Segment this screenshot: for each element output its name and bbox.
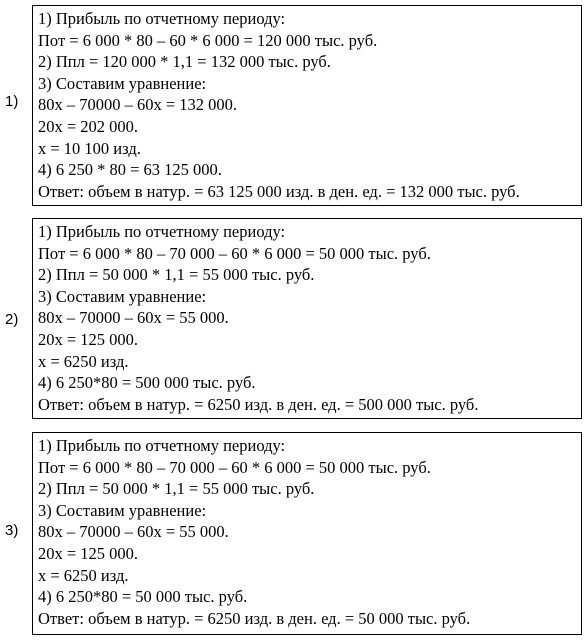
solution-line: х = 10 100 изд. xyxy=(38,138,141,158)
solution-line: х = 6250 изд. xyxy=(38,351,129,371)
solution-line: 80х – 70000 – 60х = 132 000. xyxy=(38,95,238,115)
solution-line: 20х = 125 000. xyxy=(38,329,139,349)
answer-line: Ответ: объем в натур. = 6250 изд. в ден. ед. = 50 000 тыс. руб. xyxy=(38,608,471,628)
solution-line: х = 6250 изд. xyxy=(38,565,129,585)
solution-line: 80х – 70000 – 60х = 55 000. xyxy=(38,522,229,542)
solution-line: 4) 6 250*80 = 50 000 тыс. руб. xyxy=(38,587,248,607)
answer-line: Ответ: объем в натур. = 63 125 000 изд. в ден. ед. = 132 000 тыс. руб. xyxy=(38,181,520,201)
solution-box xyxy=(32,5,582,206)
solution-line: Пот = 6 000 * 80 – 70 000 – 60 * 6 000 = 50 000 тыс. руб. xyxy=(38,243,431,263)
solution-line: Пот = 6 000 * 80 – 70 000 – 60 * 6 000 = 50 000 тыс. руб. xyxy=(38,457,431,477)
solution-box xyxy=(32,218,582,419)
solution-box xyxy=(32,432,582,635)
solution-line: 4) 6 250*80 = 500 000 тыс. руб. xyxy=(38,373,256,393)
solution-line: 2) Ппл = 50 000 * 1,1 = 55 000 тыс. руб. xyxy=(38,479,315,499)
answer-line: Ответ: объем в натур. = 6250 изд. в ден. ед. = 500 000 тыс. руб. xyxy=(38,394,479,414)
answer-option-1 xyxy=(0,5,588,206)
answer-option-2 xyxy=(0,218,588,419)
solution-line: 3) Составим уравнение: xyxy=(38,73,207,93)
solution-line: 2) Ппл = 120 000 * 1,1 = 132 000 тыс. руб. xyxy=(38,52,331,72)
solution-line: 20х = 202 000. xyxy=(38,116,139,136)
answer-option-3 xyxy=(0,432,588,635)
solution-line: 1) Прибыль по отчетному периоду: xyxy=(38,222,286,241)
solution-line: 2) Ппл = 50 000 * 1,1 = 55 000 тыс. руб. xyxy=(38,265,315,285)
solution-line: 1) Прибыль по отчетному периоду: xyxy=(38,436,286,455)
solution-line: 3) Составим уравнение: xyxy=(38,286,207,306)
solution-line: 3) Составим уравнение: xyxy=(38,500,207,520)
solution-line: 1) Прибыль по отчетному периоду: xyxy=(38,9,286,28)
option-label: 1) xyxy=(5,93,19,110)
solution-line: 20х = 125 000. xyxy=(38,543,139,563)
option-label: 2) xyxy=(5,311,19,328)
solution-line: Пот = 6 000 * 80 – 60 * 6 000 = 120 000 тыс. руб. xyxy=(38,30,378,50)
solution-line: 4) 6 250 * 80 = 63 125 000. xyxy=(38,160,222,180)
option-label: 3) xyxy=(5,522,19,539)
solution-line: 80х – 70000 – 60х = 55 000. xyxy=(38,308,229,328)
